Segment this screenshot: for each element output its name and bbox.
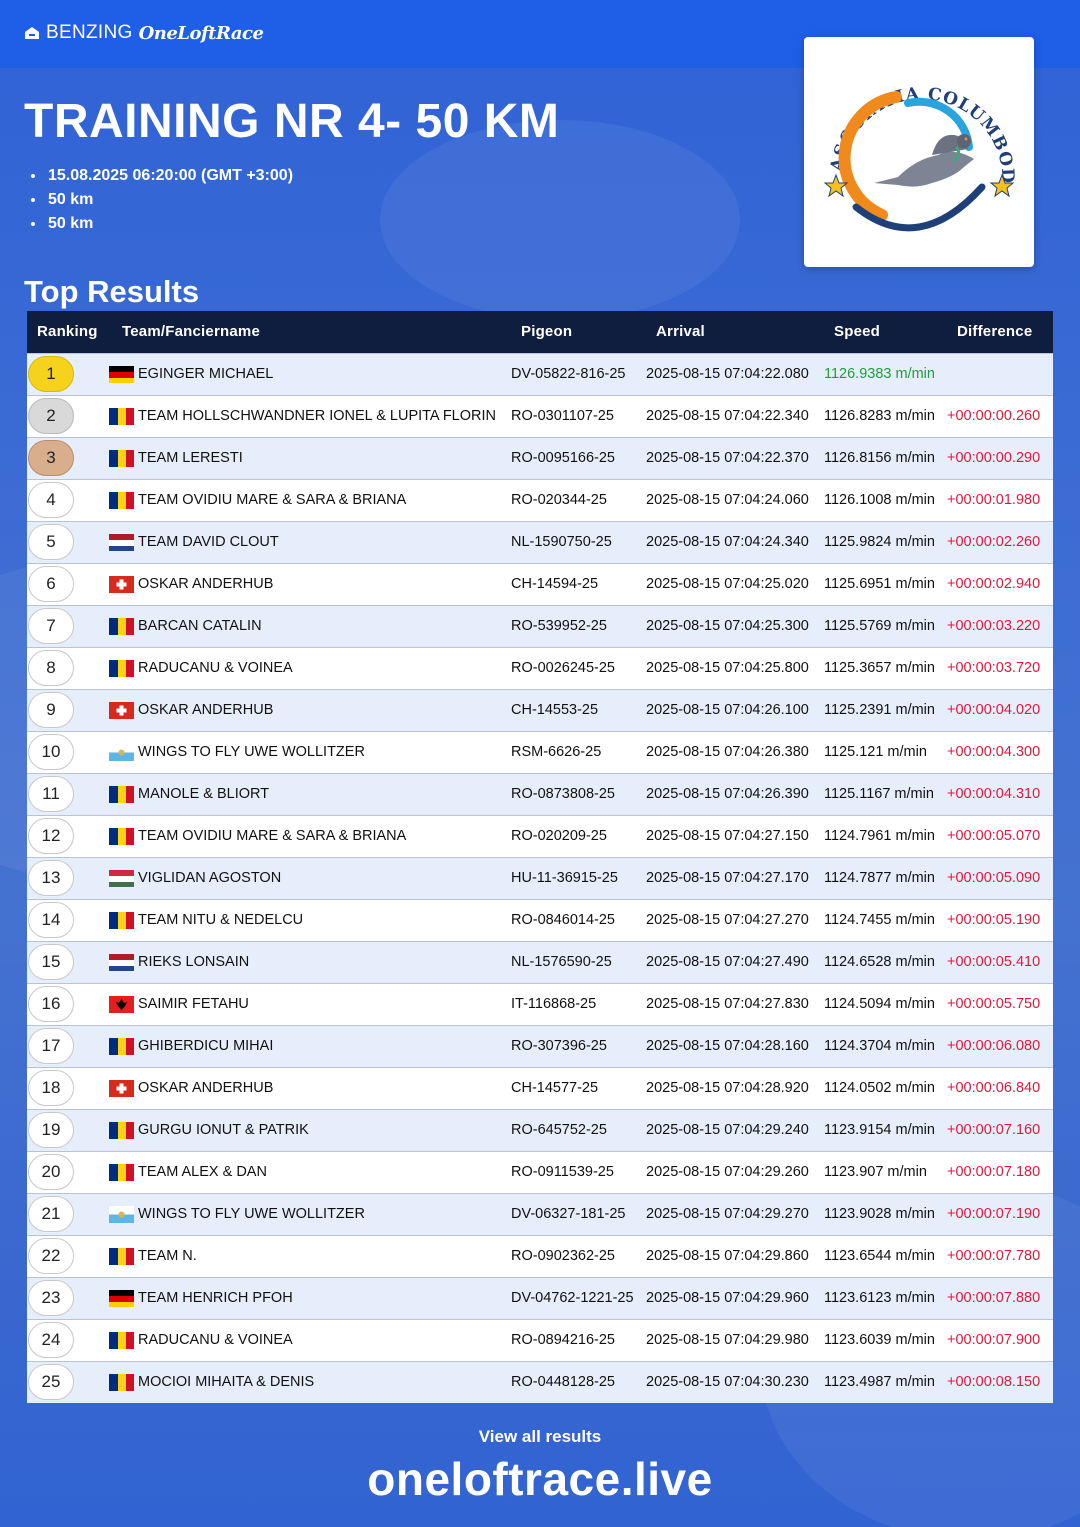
team-name: TEAM OVIDIU MARE & SARA & BRIANA [138,828,407,844]
team-cell [109,1067,511,1109]
speed-value: 1125.3657 m/min [824,660,935,676]
pigeon-id: RO-539952-25 [511,618,607,634]
pigeon-id: RO-0873808-25 [511,786,615,802]
country-flag-icon [109,996,134,1013]
country-flag-icon [109,450,134,467]
rank-cell [27,941,109,983]
table-row[interactable] [27,1109,1053,1151]
arrival-time: 2025-08-15 07:04:25.020 [646,576,809,592]
country-flag-icon [109,1332,134,1349]
team-name: TEAM NITU & NEDELCU [138,912,304,928]
rank-cell [27,563,109,605]
table-row[interactable] [27,1067,1053,1109]
race-distance-secondary: • 50 km [46,212,293,236]
team-name: WINGS TO FLY UWE WOLLITZER [138,744,365,760]
country-flag-icon [109,1080,134,1097]
speed-value: 1126.9383 m/min [824,366,935,382]
rank-badge: 3 [28,440,74,476]
arrival-time: 2025-08-15 07:04:27.270 [646,912,809,928]
speed-value: 1124.5094 m/min [824,996,935,1012]
rank-badge: 20 [28,1154,74,1190]
pigeon-id: RO-0095166-25 [511,450,615,466]
rank-badge: 10 [28,734,74,770]
arrival-time: 2025-08-15 07:04:30.230 [646,1374,809,1391]
table-row[interactable] [27,1025,1053,1067]
team-name: TEAM LERESTI [138,450,243,466]
team-cell [109,563,511,605]
pigeon-id: RO-0902362-25 [511,1248,615,1264]
speed-value: 1126.8283 m/min [824,408,935,424]
team-cell [109,1109,511,1151]
rank-badge: 1 [28,356,74,392]
pigeon-id: RO-0026245-25 [511,660,615,676]
header-arrival[interactable]: Arrival [656,323,705,341]
difference-value: +00:00:07.780 [947,1248,1041,1264]
difference-value: +00:00:06.840 [947,1080,1041,1096]
country-flag-icon [109,744,134,761]
race-info-list [46,164,293,236]
country-flag-icon [109,786,134,803]
country-flag-icon [109,1290,134,1307]
country-flag-icon [109,492,134,509]
table-row[interactable] [27,605,1053,647]
speed-value: 1125.5769 m/min [824,618,935,634]
results-table [27,311,1053,1403]
team-cell [109,983,511,1025]
pigeon-id: DV-06327-181-25 [511,1206,626,1222]
difference-value: +00:00:00.260 [947,408,1041,424]
rank-badge: 4 [28,482,74,518]
team-name: TEAM HOLLSCHWANDNER IONEL & LUPITA FLORIN [138,408,496,424]
pigeon-id: RO-307396-25 [511,1038,607,1054]
rank-badge: 21 [28,1196,74,1232]
speed-value: 1126.1008 m/min [824,492,935,508]
pigeon-id: CH-14553-25 [511,702,599,718]
arrival-time: 2025-08-15 07:04:29.980 [646,1332,809,1348]
arrival-time: 2025-08-15 07:04:26.380 [646,744,809,760]
team-name: WINGS TO FLY UWE WOLLITZER [138,1206,365,1222]
country-flag-icon [109,1122,134,1139]
table-row[interactable] [27,857,1053,899]
race-distance: • 50 km [46,188,293,212]
rank-cell [27,395,109,437]
rank-cell [27,437,109,479]
speed-value: 1124.7455 m/min [824,912,935,928]
rank-cell [27,1109,109,1151]
arrival-time: 2025-08-15 07:04:29.960 [646,1290,809,1306]
pigeon-id: RO-645752-25 [511,1122,607,1138]
pigeon-id: RO-0846014-25 [511,912,615,928]
pigeon-id: RO-0894216-25 [511,1332,615,1348]
team-name: SAIMIR FETAHU [138,996,249,1012]
rank-badge: 5 [28,524,74,560]
difference-value: +00:00:05.190 [947,912,1041,928]
country-flag-icon [109,534,134,551]
rank-cell [27,1193,109,1235]
team-name: OSKAR ANDERHUB [138,576,274,592]
country-flag-icon [109,660,134,677]
team-cell [109,1151,511,1193]
rank-badge: 7 [28,608,74,644]
speed-value: 1125.9824 m/min [824,534,935,550]
rank-badge: 9 [28,692,74,728]
difference-value: +00:00:02.260 [947,534,1041,550]
speed-value: 1124.7961 m/min [824,828,935,844]
table-row[interactable] [27,1235,1053,1277]
country-flag-icon [109,1374,134,1391]
pigeon-id: NL-1576590-25 [511,954,612,970]
team-cell [109,1319,511,1361]
rank-badge: 2 [28,398,74,434]
speed-value: 1125.2391 m/min [824,702,935,718]
team-name: VIGLIDAN AGOSTON [138,870,282,886]
rank-cell [27,857,109,899]
team-cell [109,1193,511,1235]
country-flag-icon [109,1206,134,1223]
country-flag-icon [109,576,134,593]
speed-value: 1123.9154 m/min [824,1122,935,1138]
team-cell [109,395,511,437]
logo-arc-text: ASOCIATIA COLUMBOD [826,83,1018,185]
country-flag-icon [109,954,134,971]
arrival-time: 2025-08-15 07:04:28.160 [646,1038,809,1054]
team-name: OSKAR ANDERHUB [138,702,274,718]
team-name: TEAM DAVID CLOUT [138,534,279,550]
speed-value: 1125.1167 m/min [824,786,934,802]
difference-value: +00:00:00.290 [947,450,1041,466]
team-cell [109,647,511,689]
team-name: RIEKS LONSAIN [138,954,250,970]
pigeon-id: RO-020344-25 [511,492,607,508]
country-flag-icon [109,408,134,425]
country-flag-icon [109,1038,134,1055]
difference-value: +00:00:07.900 [947,1332,1041,1348]
team-name: BARCAN CATALIN [138,618,262,634]
arrival-time: 2025-08-15 07:04:25.300 [646,618,809,634]
country-flag-icon [109,1248,134,1265]
speed-value: 1124.0502 m/min [824,1080,935,1096]
team-cell [109,815,511,857]
loft-house-icon [24,26,40,40]
table-row[interactable] [27,647,1053,689]
team-cell [109,1277,511,1319]
arrival-time: 2025-08-15 07:04:27.150 [646,828,809,844]
difference-value: +00:00:07.160 [947,1122,1041,1138]
rank-cell [27,1235,109,1277]
table-header-row [27,311,1053,353]
arrival-time: 2025-08-15 07:04:27.170 [646,870,809,886]
difference-value: +00:00:04.310 [947,786,1041,802]
arrival-time: 2025-08-15 07:04:28.920 [646,1080,809,1096]
speed-value: 1123.9028 m/min [824,1206,935,1222]
country-flag-icon [109,702,134,719]
rank-cell [27,815,109,857]
header-speed[interactable]: Speed [834,323,881,341]
race-date: • 15.08.2025 06:20:00 (GMT +3:00) [46,164,293,188]
pigeon-id: RO-0301107-25 [511,408,614,424]
country-flag-icon [109,618,134,635]
rank-badge: 19 [28,1112,74,1148]
difference-value: +00:00:04.300 [947,744,1041,760]
team-cell [109,605,511,647]
pigeon-id: DV-05822-816-25 [511,366,626,382]
table-row[interactable] [27,1193,1053,1235]
team-name: MANOLE & BLIORT [138,786,270,802]
arrival-time: 2025-08-15 07:04:26.100 [646,702,809,718]
team-cell [109,521,511,563]
rank-badge: 17 [28,1028,74,1064]
difference-value: +00:00:05.090 [947,870,1041,886]
difference-value: +00:00:07.880 [947,1290,1041,1306]
site-url[interactable]: oneloftrace.live [367,1453,713,1505]
pigeon-id: CH-14594-25 [511,576,599,592]
team-name: GURGU IONUT & PATRIK [138,1122,309,1138]
header-ranking[interactable]: Ranking [37,323,98,341]
difference-value: +00:00:08.150 [947,1374,1041,1391]
rank-cell [27,1277,109,1319]
difference-value: +00:00:02.940 [947,576,1041,592]
speed-value: 1126.8156 m/min [824,450,935,466]
rank-cell [27,647,109,689]
pigeon-id: HU-11-36915-25 [511,870,618,886]
pigeon-id: IT-116868-25 [511,996,597,1012]
pigeon-id: RO-0448128-25 [511,1374,615,1391]
country-flag-icon [109,912,134,929]
rank-cell [27,689,109,731]
difference-value: +00:00:01.980 [947,492,1041,508]
table-row[interactable] [27,395,1053,437]
rank-badge: 18 [28,1070,74,1106]
speed-value: 1125.6951 m/min [824,576,935,592]
rank-badge: 16 [28,986,74,1022]
country-flag-icon [109,870,134,887]
rank-cell [27,1361,109,1403]
rank-badge: 22 [28,1238,74,1274]
difference-value: +00:00:03.220 [947,618,1041,634]
table-row[interactable] [27,773,1053,815]
arrival-time: 2025-08-15 07:04:24.060 [646,492,809,508]
rank-cell [27,1067,109,1109]
difference-value: +00:00:07.180 [947,1164,1041,1180]
country-flag-icon [109,1164,134,1181]
table-row[interactable] [27,941,1053,983]
rank-cell [27,1025,109,1067]
team-cell [109,1025,511,1067]
rank-cell [27,479,109,521]
rank-cell [27,983,109,1025]
race-title: TRAINING NR 4- 50 KM [24,95,560,148]
rank-badge: 23 [28,1280,74,1316]
arrival-time: 2025-08-15 07:04:22.340 [646,408,809,424]
team-cell [109,899,511,941]
rank-badge: 25 [28,1364,74,1400]
team-cell [109,1235,511,1277]
team-cell [109,941,511,983]
rank-badge: 12 [28,818,74,854]
table-row[interactable] [27,563,1053,605]
speed-value: 1124.3704 m/min [824,1038,935,1054]
pigeon-id: DV-04762-1221-25 [511,1290,634,1306]
rank-cell [27,773,109,815]
arrival-time: 2025-08-15 07:04:24.340 [646,534,809,550]
header-difference[interactable]: Difference [957,323,1033,341]
speed-value: 1123.4987 m/min [824,1374,935,1391]
rank-cell [27,731,109,773]
speed-value: 1123.6544 m/min [824,1248,935,1264]
team-cell [109,437,511,479]
section-title: Top Results [24,274,200,309]
table-row[interactable] [27,899,1053,941]
table-row[interactable] [27,437,1053,479]
arrival-time: 2025-08-15 07:04:22.370 [646,450,809,466]
team-name: RADUCANU & VOINEA [138,660,293,676]
rank-badge: 14 [28,902,74,938]
rank-cell [27,1151,109,1193]
table-row[interactable] [27,479,1053,521]
view-all-results-link[interactable]: View all results [478,1427,602,1446]
rank-cell [27,353,109,395]
table-row[interactable] [27,815,1053,857]
difference-value: +00:00:04.020 [947,702,1041,718]
table-row[interactable] [27,689,1053,731]
speed-value: 1124.6528 m/min [824,954,935,970]
arrival-time: 2025-08-15 07:04:29.240 [646,1122,809,1138]
table-row[interactable] [27,1277,1053,1319]
rank-badge: 13 [28,860,74,896]
speed-value: 1123.6123 m/min [824,1290,935,1306]
table-row[interactable] [27,731,1053,773]
table-row[interactable] [27,1319,1053,1361]
rank-badge: 11 [28,776,74,812]
team-name: GHIBERDICU MIHAI [138,1038,274,1054]
rank-cell [27,1319,109,1361]
difference-value: +00:00:03.720 [947,660,1041,676]
arrival-time: 2025-08-15 07:04:27.830 [646,996,809,1012]
svg-text:ASOCIATIA COLUMBODROM SUPREM [804,37,1018,184]
team-cell [109,353,511,395]
team-name: TEAM N. [138,1248,197,1264]
speed-value: 1124.7877 m/min [824,870,935,886]
pigeon-id: RO-020209-25 [511,828,607,844]
brand-logo[interactable] [24,20,263,46]
country-flag-icon [109,366,134,383]
difference-value: +00:00:05.750 [947,996,1041,1012]
team-cell [109,773,511,815]
arrival-time: 2025-08-15 07:04:29.270 [646,1206,809,1222]
rank-cell [27,899,109,941]
arrival-time: 2025-08-15 07:04:27.490 [646,954,809,970]
arrival-time: 2025-08-15 07:04:29.860 [646,1248,809,1264]
team-cell [109,479,511,521]
table-row[interactable] [27,1361,1053,1403]
table-row[interactable] [27,353,1053,395]
team-name: TEAM ALEX & DAN [138,1164,267,1180]
team-cell [109,731,511,773]
club-logo [804,37,1034,267]
rank-badge: 8 [28,650,74,686]
header-team[interactable]: Team/Fanciername [122,323,260,341]
arrival-time: 2025-08-15 07:04:26.390 [646,786,809,802]
arrival-time: 2025-08-15 07:04:22.080 [646,366,809,382]
team-name: TEAM HENRICH PFOH [138,1290,293,1306]
pigeon-id: CH-14577-25 [511,1080,599,1096]
team-name: OSKAR ANDERHUB [138,1080,274,1096]
speed-value: 1123.6039 m/min [824,1332,935,1348]
speed-value: 1125.121 m/min [824,744,927,760]
rank-badge: 24 [28,1322,74,1358]
team-cell [109,689,511,731]
rank-badge: 6 [28,566,74,602]
rank-cell [27,605,109,647]
header-pigeon[interactable]: Pigeon [521,323,573,341]
brand-product: OneLoftRace [138,22,264,44]
pigeon-logo-icon [804,37,1034,267]
difference-value: +00:00:06.080 [947,1038,1041,1054]
pigeon-id: RO-0911539-25 [511,1164,614,1180]
table-row[interactable] [27,983,1053,1025]
difference-value [947,353,1053,395]
difference-value: +00:00:05.410 [947,954,1041,970]
rank-badge: 15 [28,944,74,980]
table-row[interactable] [27,521,1053,563]
pigeon-id: NL-1590750-25 [511,534,612,550]
table-row[interactable] [27,1151,1053,1193]
rank-cell [27,521,109,563]
team-name: RADUCANU & VOINEA [138,1332,293,1348]
brand-name: BENZING [46,22,133,43]
team-name: TEAM OVIDIU MARE & SARA & BRIANA [138,492,407,508]
pigeon-id: RSM-6626-25 [511,744,602,760]
team-name: MOCIOI MIHAITA & DENIS [138,1374,315,1391]
team-cell [109,857,511,899]
arrival-time: 2025-08-15 07:04:25.800 [646,660,809,676]
difference-value: +00:00:07.190 [947,1206,1041,1222]
difference-value: +00:00:05.070 [947,828,1041,844]
speed-value: 1123.907 m/min [824,1164,927,1180]
country-flag-icon [109,828,134,845]
arrival-time: 2025-08-15 07:04:29.260 [646,1164,809,1180]
team-cell [109,1361,511,1403]
team-name: EGINGER MICHAEL [138,366,274,382]
